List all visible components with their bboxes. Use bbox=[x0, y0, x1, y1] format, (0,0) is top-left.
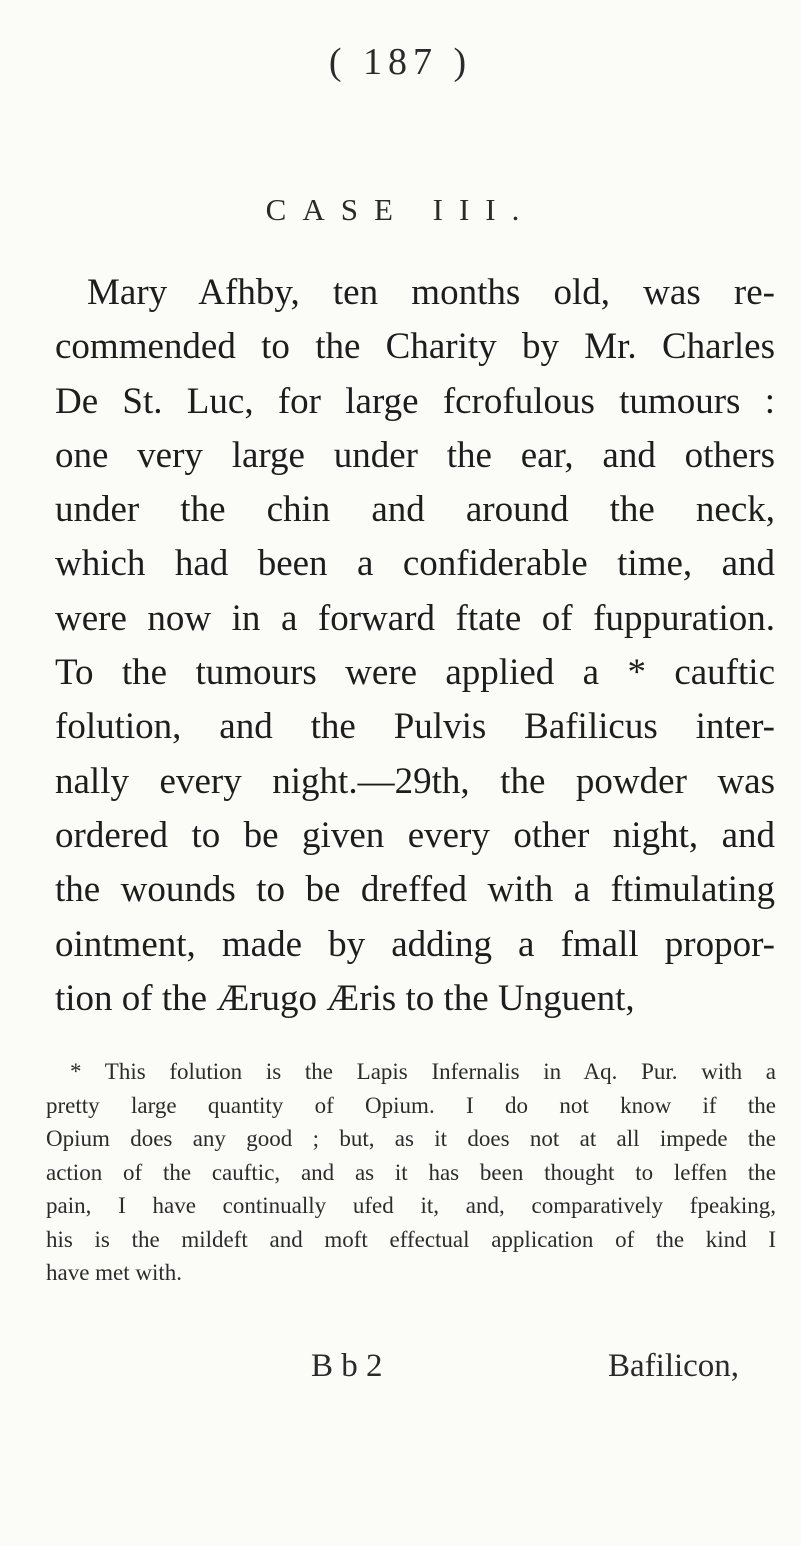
footnote-line: action of the cauftic, and as it has been thought to leffen the bbox=[46, 1159, 776, 1185]
body-line: the wounds to be dreffed with a ftimulating bbox=[55, 869, 775, 911]
signature-mark: B b 2 bbox=[311, 1348, 383, 1384]
footnote-line: * This folution is the Lapis Infernalis in Aq. Pur. with a bbox=[70, 1059, 776, 1084]
body-line: Mary Afhby, ten months old, was re- bbox=[87, 272, 775, 313]
body-line: To the tumours were applied a * cauftic bbox=[55, 652, 775, 694]
footnote-line: his is the mildeft and moft effectual application of the kind I bbox=[46, 1226, 776, 1252]
page-number: ( 187 ) bbox=[328, 41, 473, 83]
body-line: were now in a forward ftate of fuppuration. bbox=[55, 597, 775, 639]
body-line: nally every night.—29th, the powder was bbox=[55, 760, 775, 802]
footnote bbox=[46, 1055, 776, 1290]
body-line: which had been a confiderable time, and bbox=[55, 543, 775, 585]
body-line: under the chin and around the neck, bbox=[55, 489, 775, 531]
case-heading: CASE III. bbox=[265, 192, 536, 227]
footnote-line: Opium does any good ; but, as it does not at all impede the bbox=[46, 1126, 776, 1151]
footnote-line: have met with. bbox=[46, 1260, 183, 1285]
body-line: commended to the Charity by Mr. Charles bbox=[55, 326, 775, 368]
body-line: tion of the Ærugo Æris to the Unguent, bbox=[55, 977, 635, 1019]
body-line: one very large under the ear, and others bbox=[55, 434, 775, 476]
body-line: ointment, made by adding a fmall propor- bbox=[55, 923, 775, 965]
body-line: folution, and the Pulvis Bafilicus inter- bbox=[55, 706, 775, 748]
body-line: ordered to be given every other night, and bbox=[55, 814, 775, 856]
body-line: De St. Luc, for large fcrofulous tumours : bbox=[55, 380, 775, 422]
footnote-line: pain, I have continually ufed it, and, comparatively fpeaking, bbox=[46, 1193, 776, 1218]
catchword: Bafilicon, bbox=[608, 1348, 740, 1384]
footnote-line: pretty large quantity of Opium. I do not know if the bbox=[46, 1092, 776, 1118]
body-text bbox=[55, 266, 775, 1026]
